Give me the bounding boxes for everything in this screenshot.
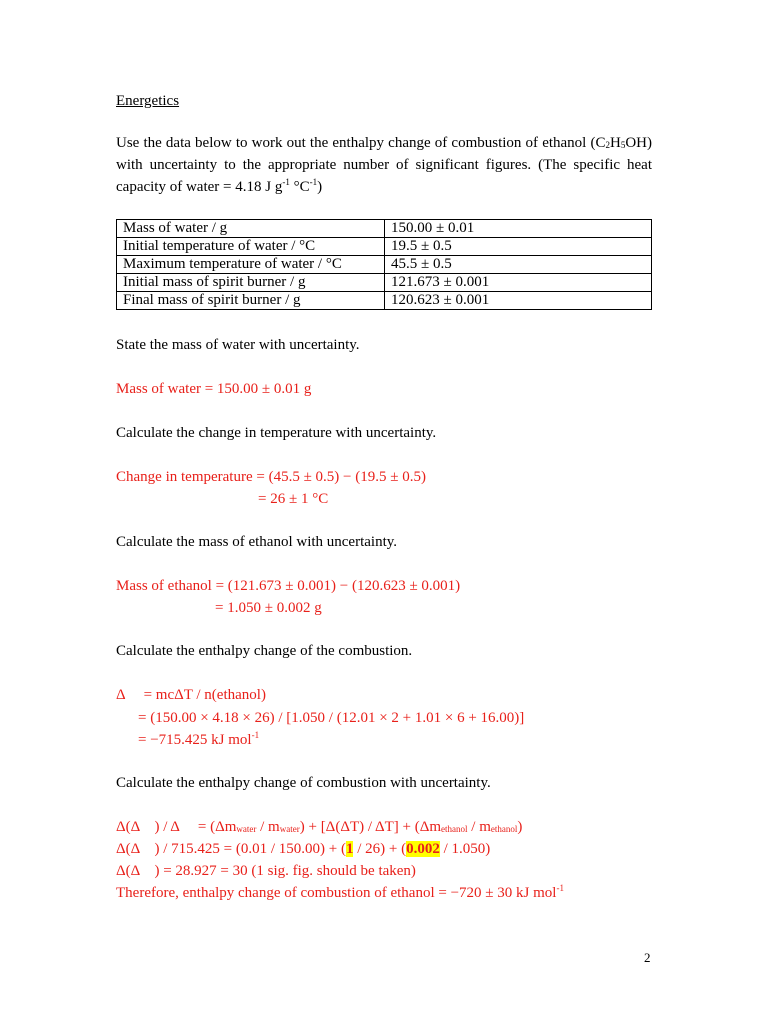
unit-superscript: -1 [282, 177, 290, 187]
highlighted-value: 0.002 [406, 841, 440, 857]
answer-enthalpy-line-1: Δ = mcΔT / n(ethanol) [116, 687, 266, 703]
answer-uncertainty-conclusion [116, 884, 564, 902]
answer-enthalpy-line-3 [138, 731, 259, 749]
subscript: water [236, 824, 257, 834]
answer-mass-of-ethanol-line-1: Mass of ethanol = (121.673 ± 0.001) − (120.623 ± 0.001) [116, 578, 461, 594]
answer-mass-of-ethanol-line-2: = 1.050 ± 0.002 g [215, 600, 322, 616]
answer-uncertainty-line-1 [116, 818, 522, 836]
answer-text: / 1.050) [439, 841, 491, 857]
subscript: ethanol [490, 824, 518, 834]
unit-superscript: -1 [556, 883, 564, 893]
highlighted-value: 1 [345, 841, 354, 857]
formula-subscript: 2 [605, 140, 610, 150]
table-cell-label: Initial mass of spirit burner / g [117, 274, 385, 292]
intro-line-1 [116, 134, 652, 152]
table-row [117, 220, 652, 238]
question-enthalpy-uncertainty: Calculate the enthalpy change of combustion with uncertainty. [116, 775, 491, 791]
intro-line-2: with uncertainty to the appropriate number of significant figures. (The specific heat [116, 157, 652, 173]
subscript: ethanol [441, 824, 468, 834]
formula-subscript: 5 [620, 140, 626, 150]
question-enthalpy-change: Calculate the enthalpy change of the combustion. [116, 643, 413, 659]
answer-mass-of-water: Mass of water = 150.00 ± 0.01 g [116, 381, 312, 397]
unit-superscript: -1 [309, 177, 318, 187]
intro-text: Use the data below to work out the enthalpy change of combustion of ethanol (C [116, 135, 606, 151]
answer-text: = −715.425 kJ mol [138, 732, 252, 748]
table-cell-value: 19.5 ± 0.5 [385, 238, 652, 256]
intro-line-3 [116, 178, 322, 196]
answer-text: Therefore, enthalpy change of combustion of ethanol = −720 ± 30 kJ mol [116, 885, 557, 901]
answer-uncertainty-line-3: Δ(Δ ) = 28.927 = 30 (1 sig. fig. should be taken) [116, 863, 416, 879]
table-cell-value: 120.623 ± 0.001 [385, 292, 652, 310]
answer-text: / m [467, 819, 491, 835]
table-cell-value: 45.5 ± 0.5 [385, 256, 652, 274]
answer-text: ) + [Δ(ΔT) / ΔT] + (Δm [299, 819, 442, 835]
table-cell-label: Maximum temperature of water / °C [117, 256, 385, 274]
table-row [117, 238, 652, 256]
table-row [117, 292, 652, 310]
question-mass-of-water: State the mass of water with uncertainty. [116, 337, 360, 353]
answer-uncertainty-line-2 [116, 840, 490, 858]
intro-text: capacity of water = 4.18 J g [116, 179, 283, 195]
answer-enthalpy-line-2: = (150.00 × 4.18 × 26) / [1.050 / (12.01 × 2 + 1.01 × 6 + 16.00)] [138, 710, 525, 726]
answer-text: Δ(Δ ) / 715.425 = (0.01 / 150.00) + ( [116, 841, 346, 857]
question-temperature-change: Calculate the change in temperature with uncertainty. [116, 425, 437, 441]
intro-text: °C [289, 179, 310, 195]
page-number: 2 [644, 950, 651, 965]
table-cell-label: Final mass of spirit burner / g [117, 292, 385, 310]
table-cell-value: 121.673 ± 0.001 [385, 274, 652, 292]
answer-text: / m [256, 819, 280, 835]
table-cell-label: Mass of water / g [117, 220, 385, 238]
subscript: water [279, 824, 300, 834]
question-mass-of-ethanol: Calculate the mass of ethanol with uncertainty. [116, 534, 398, 550]
table-cell-label: Initial temperature of water / °C [117, 238, 385, 256]
data-table [116, 219, 652, 310]
intro-text: ) [317, 179, 323, 195]
section-heading: Energetics [116, 93, 180, 109]
table-row [117, 256, 652, 274]
unit-superscript: -1 [251, 730, 260, 740]
answer-text: ) [517, 819, 523, 835]
table-row [117, 274, 652, 292]
answer-temperature-change-line-2: = 26 ± 1 °C [258, 491, 329, 507]
answer-temperature-change-line-1: Change in temperature = (45.5 ± 0.5) − (19.5 ± 0.5) [116, 469, 426, 485]
answer-text: / 26) + ( [353, 841, 407, 857]
table-cell-value: 150.00 ± 0.01 [385, 220, 652, 238]
intro-text: OH) [625, 135, 652, 151]
answer-text: Δ(Δ ) / Δ = (Δm [116, 819, 237, 835]
intro-text: H [609, 135, 621, 151]
